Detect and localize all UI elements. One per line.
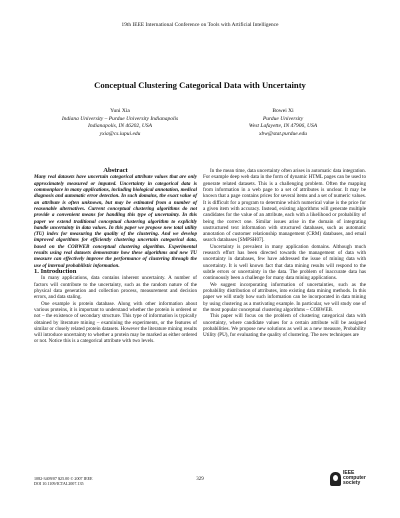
conference-header: 19th IEEE International Conference on Tools with Artificial Intelligence — [121, 22, 279, 28]
body-paragraph: In the mean time, data uncertainty often arises in automatic data integration. For example deep web data in the form of dynamic HTML pages can be used to generate related datasets. This is a challenging problem. Often the mapping from information in a web page to a set of attributes is unclear. It may be known that a page contains prices for several items and a set of numeric values. It is difficult for a program to determine which numerical value is the price for a given item with accuracy. Instead, existing algorithms will generate multiple candidates for the value of an attribute, each with a likelihood or probability of being the correct one. Similar issues arise in the domain of integrating unstructured text information with structured databases, such as automatic annotation of customer relationship management (CRM) databases, and email search databases [SMPSH07]. — [203, 168, 366, 244]
body-paragraph: This paper will focus on the problem of clustering categorical data with uncertainty, where candidate values for a certain attribute will be assigned probabilities. We propose new solutions as well as a new measure, Probability Utility (PU), for evaluating the quality of clustering. The new techniques are — [203, 313, 366, 339]
author-name: Bowei Xi — [272, 108, 294, 114]
section-heading-introduction: 1. Introduction — [34, 268, 77, 275]
computer-society-logo — [330, 470, 374, 492]
author-email: yxia@cs.iupui.edu — [99, 130, 141, 137]
logo-text-line: computer — [343, 475, 366, 482]
intro-paragraph: One example is protein database. Along with other information about various proteins, it is important to understand whether the protein is ordered or not – the existence of secondary structure. This type of information is typically obtained by literature mining – examining the experiments, or the features of similar or closely related protein datasets. However the literature mining results will introduce uncertainty to whether a protein may be marked as either ordered or not. Notice this is a categorical attribute with two levels. — [34, 300, 197, 345]
logo-text-line: IEEE — [343, 470, 355, 476]
author-location: Indianapolis, IN 46202, USA — [87, 123, 152, 130]
right-column — [203, 168, 366, 338]
author-affiliation: Indiana University – Purdue University Indianapolis — [61, 115, 179, 122]
isbn-line: 1082-3409/07 $25.00 © 2007 IEEE — [34, 476, 93, 481]
body-paragraph: Uncertainty is prevalent in many application domains. Although much research effort has been directed towards the management of data with uncertainty in databases, few have addressed the issue of mining data with uncertainty. It is well known fact that data mining results will respond to the subtle errors or uncertainty in the data. The problem of inaccurate data has continuously been a challenge for many data mining applications. — [203, 243, 366, 282]
paper-title: Conceptual Clustering Categorical Data with Uncertainty — [94, 80, 306, 90]
logo-text-line: society — [343, 480, 361, 487]
author-block-2 — [203, 108, 363, 138]
author-location: West Lafayette, IN 47906, USA — [248, 123, 318, 130]
abstract-text: Many real datasets have uncertain categorical attribute values that are only approximately measured or imputed. Uncertainty in categorical data is commonplace in many applications, including biological annotation, medical diagnosis and automatic error detection. In such domains, the exact value of an attribute is often unknown, but may be estimated from a number of reasonable alternatives. Current conceptual clustering algorithms do not provide a convenient means for handling this type of uncertainty. In this paper we extend traditional conceptual clustering algorithm to explicitly handle uncertainty in data values. In this paper we propose new total utility (TU) index for measuring the quality of the clustering. And we develop improved algorithms for efficiently clustering uncertain categorical data, based on the COBWEB conceptual clustering algorithm. Experimental results using real datasets demonstrate how these algorithms and new TU measure can effectively improve the performance of clustering through the use of internal probabilistic information. — [34, 174, 197, 269]
author-name: Yuni Xia — [110, 108, 130, 114]
computer-society-mark-icon — [330, 472, 341, 486]
doi-line: DOI 10.1109/ICTAI.2007.135 — [34, 481, 84, 486]
page-number: 329 — [196, 477, 204, 482]
abstract-heading: Abstract — [103, 167, 128, 174]
author-email: xbw@stat.purdue.edu — [259, 130, 307, 137]
intro-paragraph: In many applications, data contains inherent uncertainty. A number of factors will contribute to the uncertainty, such as the random nature of the physical data generation and collection process, measurement and decision errors, and data staling. — [34, 275, 197, 301]
body-paragraph: We suggest incorporating information of uncertainties, such as the probability distribution of attributes, into existing data mining methods. In this paper we will study how such information can be incorporated in data mining by using clustering as a motivating example. In particular, we will study one of the most popular conceptual clustering algorithms – COBWEB. — [203, 281, 366, 313]
author-block-1 — [40, 108, 200, 138]
author-affiliation: Purdue University — [262, 115, 304, 122]
left-column — [34, 168, 197, 345]
